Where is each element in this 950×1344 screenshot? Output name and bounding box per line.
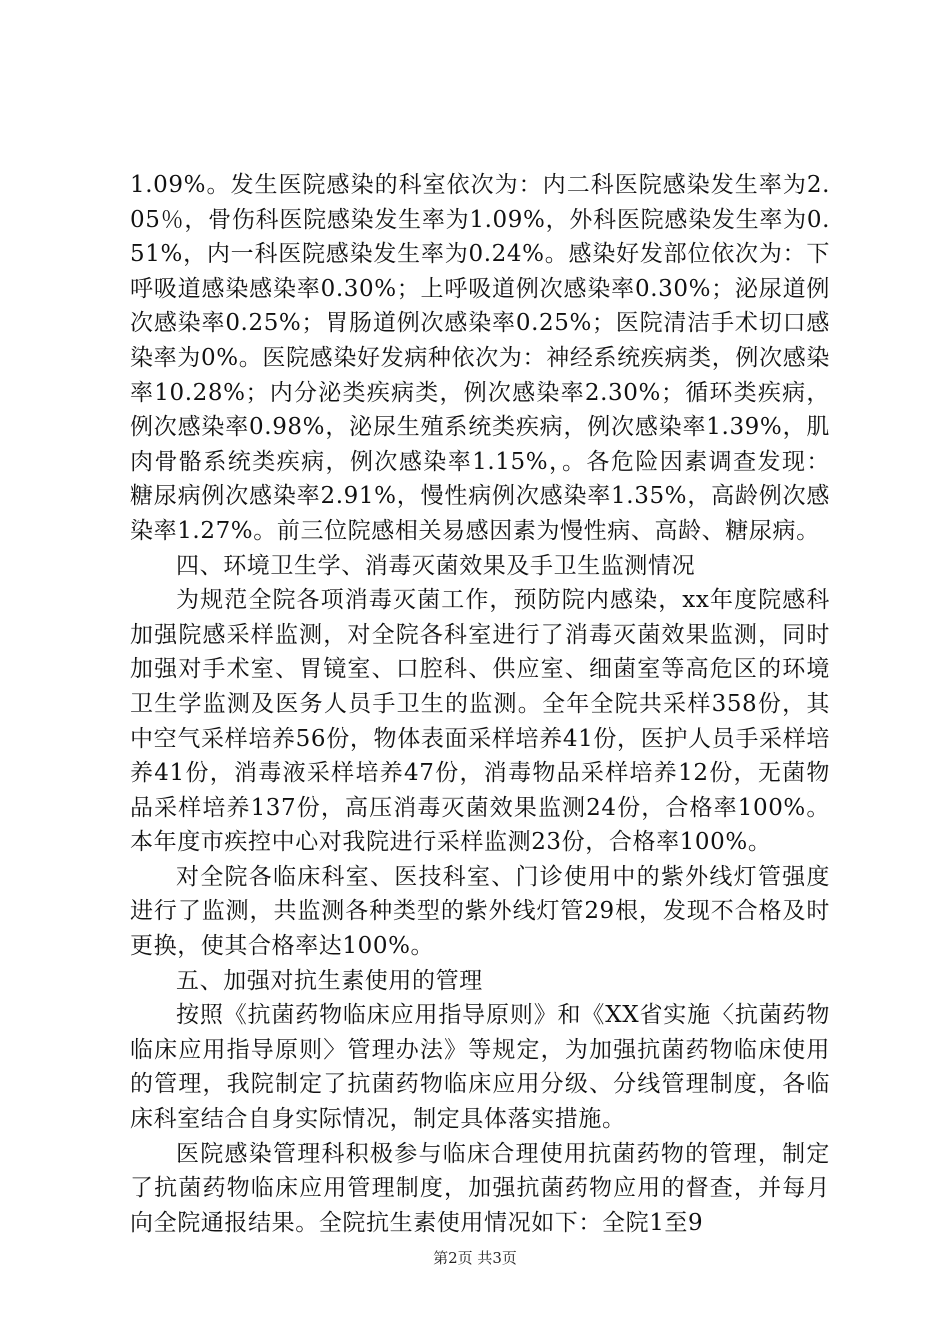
section-heading-environment-hygiene: 四、环境卫生学、消毒灭菌效果及手卫生监测情况 <box>176 552 696 579</box>
page-number-footer: 第2页 共3页 <box>433 1249 517 1267</box>
section-heading-antibiotic-management: 五、加强对抗生素使用的管理 <box>176 967 483 994</box>
paragraph-antibiotic-supervision: 医院感染管理科积极参与临床合理使用抗菌药物的管理，制定了抗菌药物临床应用管理制度，加强抗菌药物应用的督查，并每月向全院通报结果。全院抗生素使用情况如下：全院1至9 <box>130 1140 830 1236</box>
paragraph-infection-rates: 1.09%。发生医院感染的科室依次为：内二科医院感染发生率为2.05％，骨伤科医院感染发生率为1.09%，外科医院感染发生率为0.51%，内一科医院感染发生率为0.24%。感染好发部位依次为：下呼吸道感染感染率0.30%；上呼吸道例次感染率0.30%；泌尿道例次感染率0.25%；胃肠道例次感染率0.25%；医院清洁手术切口感染率为0%。医院感染好发病种依次为：神经系统疾病类，例次感染率10.28%；内分泌类疾病类，例次感染率2.30%；循环类疾病，例次感染率0.98%，泌尿生殖系统类疾病，例次感染率1.39%，肌肉骨骼系统类疾病，例次感染率1.15%，。各危险因素调查发现：糖尿病例次感染率2.91%，慢性病例次感染率1.35%，高龄例次感染率1.27%。前三位院感相关易感因素为慢性病、高龄、糖尿病。 <box>130 172 830 544</box>
document-body <box>130 168 830 1240</box>
paragraph-sampling-monitoring: 为规范全院各项消毒灭菌工作，预防院内感染，xx年度院感科加强院感采样监测，对全院各科室进行了消毒灭菌效果监测，同时加强对手术室、胃镜室、口腔科、供应室、细菌室等高危区的环境卫生学监测及医务人员手卫生的监测。全年全院共采样358份，其中空气采样培养56份，物体表面采样培养41份，医护人员手采样培养41份，消毒液采样培养47份，消毒物品采样培养12份，无菌物品采样培养137份，高压消毒灭菌效果监测24份，合格率100%。本年度市疾控中心对我院进行采样监测23份，合格率100%。 <box>130 587 830 856</box>
paragraph-uv-lamp-monitoring: 对全院各临床科室、医技科室、门诊使用中的紫外线灯管强度进行了监测，共监测各种类型的紫外线灯管29根，发现不合格及时更换，使其合格率达100%。 <box>130 863 830 960</box>
paragraph-antibiotic-regulations: 按照《抗菌药物临床应用指导原则》和《XX省实施〈抗菌药物临床应用指导原则〉管理办法》等规定，为加强抗菌药物临床使用的管理，我院制定了抗菌药物临床应用分级、分线管理制度，各临床科室结合自身实际情况，制定具体落实措施。 <box>130 1002 830 1133</box>
